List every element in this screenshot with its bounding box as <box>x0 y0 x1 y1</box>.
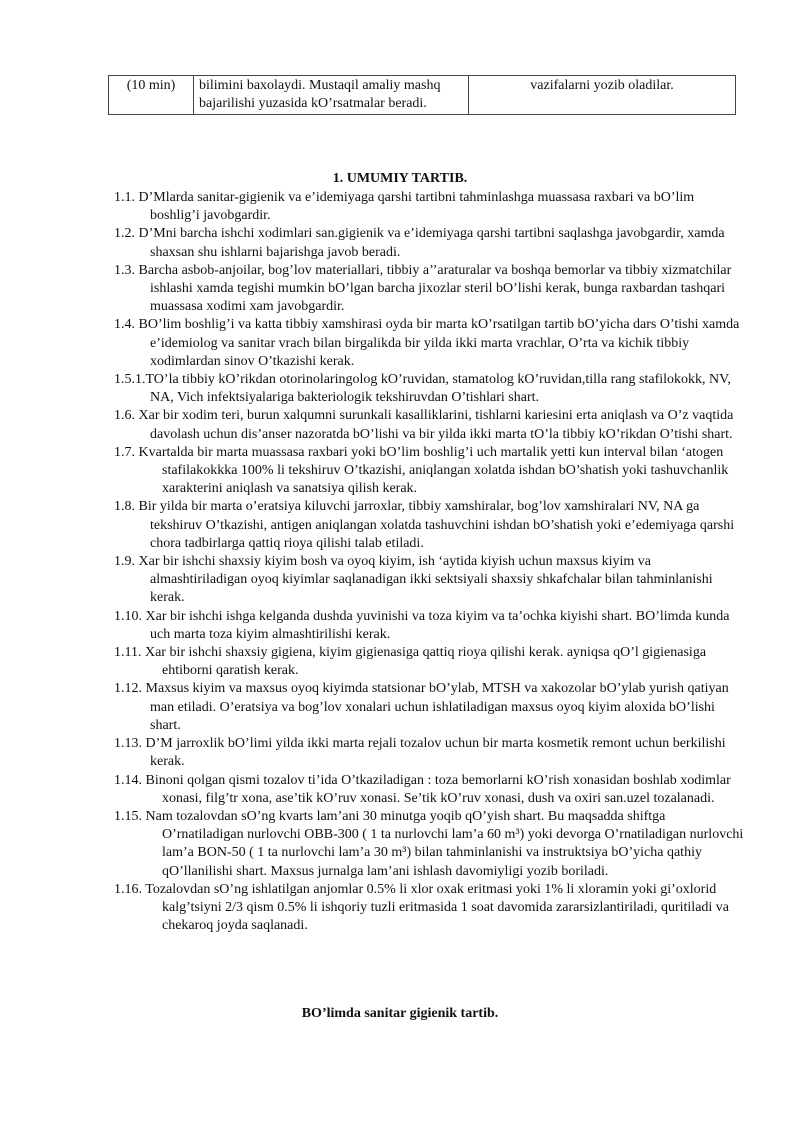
list-item: 1.6. Xar bir xodim teri, burun xalqumni surunkali kasalliklarini, tishlarni kariesini erta aniqlash va O’z vaqtida davolash uchun dis’anser nazoratda bO’lishi va bir yilda ikki marta tO’la tibbiy kO’rikdan O’tishi shart. <box>114 408 734 442</box>
list-item: 1.7. Kvartalda bir marta muassasa raxbari yoki bO’lim boshlig’i uch martalik yetti kun interval bilan ‘atogen stafilakokkka 100% li tekshiruv O’tkazishi, aniqlangan xolatda ishdan bO’shatish yoki tashuvchanlik xarakterini aniqlash va sanatsiya qilish kerak. <box>114 444 729 497</box>
list-item: 1.3. Barcha asbob-anjoilar, bog’lov materiallari, tibbiy a’’araturalar va boshqa bemorlar va tibbiy xizmatchilar ishlashi xamda tegishi mumkin bO’lgan barcha jixozlar steril bO’lishi kerak, bunga raxbardan tashqari muassasa xodimi xam javobgardir. <box>114 262 732 315</box>
teacher-activity-cell: bilimini baxolaydi. Mustaqil amaliy mashq bajarilishi yuzasida kO’rsatmalar beradi. <box>194 76 469 115</box>
lesson-plan-table <box>108 75 736 115</box>
list-item: 1.9. Xar bir ishchi shaxsiy kiyim bosh va oyoq kiyim, ish ‘aytida kiyish uchun maxsus kiyim va almashtiriladigan oyoq kiyimlar saqlanadigan ikki sektsiyali shaxsiy shkafchalar bilan tahminlanishi kerak. <box>114 554 713 606</box>
rules-list <box>114 189 744 935</box>
list-item: 1.4. BO’lim boshlig’i va katta tibbiy xamshirasi oyda bir marta kO’rsatilgan tartib bO’yicha dars O’tishi xamda e’idemiolog va sanitar vrach bilan birgalikda bir yilda ikki marta vrachlar, O’rta va kichik tibbiy xodimlardan sinov O’tkazishi kerak. <box>114 317 740 369</box>
list-item: 1.5.1.TO’la tibbiy kO’rikdan otorinolaringolog kO’ruvidan, stamatolog kO’ruvidan,tilla rang stafilokokk, NV, NA, Vich infektsiyalariga bakteriologik tekshiruvdan O’tishlari shart. <box>114 372 731 406</box>
list-item: 1.14. Binoni qolgan qismi tozalov ti’ida O’tkaziladigan : toza bemorlarni kO’rish xonasidan boshlab xodimlar xonasi, filg’tr xona, ase’tik kO’ruv xonasi. Se’tik kO’ruv xonasi, dush va oxiri san.uzel tozalanadi. <box>114 772 731 806</box>
list-item: 1.10. Xar bir ishchi ishga kelganda dushda yuvinishi va toza kiyim va ta’ochka kiyishi shart. BO’limda kunda uch marta toza kiyim almashtirilishi kerak. <box>114 608 730 642</box>
time-cell: (10 min) <box>109 76 194 115</box>
list-item: 1.12. Maxsus kiyim va maxsus oyoq kiyimda statsionar bO’ylab, MTSH va xakozolar bO’ylab yurish qatiyan man etiladi. O’eratsiya va bog’lov xonalari uchun ishlatiladigan maxsus oyoq kiyim aloxida bO’lishi shart. <box>114 681 729 733</box>
list-item: 1.1. D’Mlarda sanitar-gigienik va e’idemiyaga qarshi tartibni tahminlashga muassasa raxbari va bO’lim boshlig’i javobgardir. <box>114 190 695 224</box>
list-item: 1.8. Bir yilda bir marta o’eratsiya kiluvchi jarroxlar, tibbiy xamshiralar, bog’lov xamshiralari NV, NA ga tekshiruv O’tkazishi, antigen aniqlangan xolatda tashuvchini ishdan bO’shatish yoki e’edemiyaga qarshi chora tadbirlarga qattiq rioya qilishi talab etiladi. <box>114 499 735 551</box>
table-row <box>109 76 736 115</box>
list-item: 1.11. Xar bir ishchi shaxsiy gigiena, kiyim gigienasiga qattiq rioya qilishi kerak. ayniqsa qO’l gigienasiga ehtiborni qaratish kerak. <box>114 645 707 679</box>
list-item: 1.2. D’Mni barcha ishchi xodimlari san.gigienik va e’idemiyaga qarshi tartibni saqlashga javobgardir, xamda shaxsan shu ishlarni bajarishga javob beradi. <box>114 226 725 260</box>
section-title: 1. UMUMIY TARTIB. <box>332 171 468 186</box>
footer-title: BO’limda sanitar gigienik tartib. <box>301 1006 499 1021</box>
list-item: 1.16. Tozalovdan sO’ng ishlatilgan anjomlar 0.5% li xlor oxak eritmasi yoki 1% li xloramin yoki gi’oxlorid kalg’tsiyni 2/3 qism 0.5% li ishqoriy tuzli eritmasida 1 soat davomida zararsizlantiriladi, quritiladi va chekaroq joyda saqlanadi. <box>114 881 730 934</box>
list-item: 1.13. D’M jarroxlik bO’limi yilda ikki marta rejali tozalov uchun bir marta kosmetik remont uchun berkilishi kerak. <box>114 736 726 770</box>
list-item: 1.15. Nam tozalovdan sO’ng kvarts lam’ani 30 minutga yoqib qO’yish shart. Bu maqsadda shiftga O’rnatiladigan nurlovchi OBB-300 ( 1 ta nurlovchi lam’a 60 m³) yoki devorga O’rnatiladigan nurlovchi lam’a BON-50 ( 1 ta nurlovchi lam’a 30 m³) bilan tahminlanishi va instruktsiya bO’yicha qathiy qO’llanilishi shart. Maxsus jurnalga lam’ani ishlash davomiyligi yozib boriladi. <box>114 808 744 879</box>
student-activity-cell: vazifalarni yozib oladilar. <box>469 76 736 115</box>
